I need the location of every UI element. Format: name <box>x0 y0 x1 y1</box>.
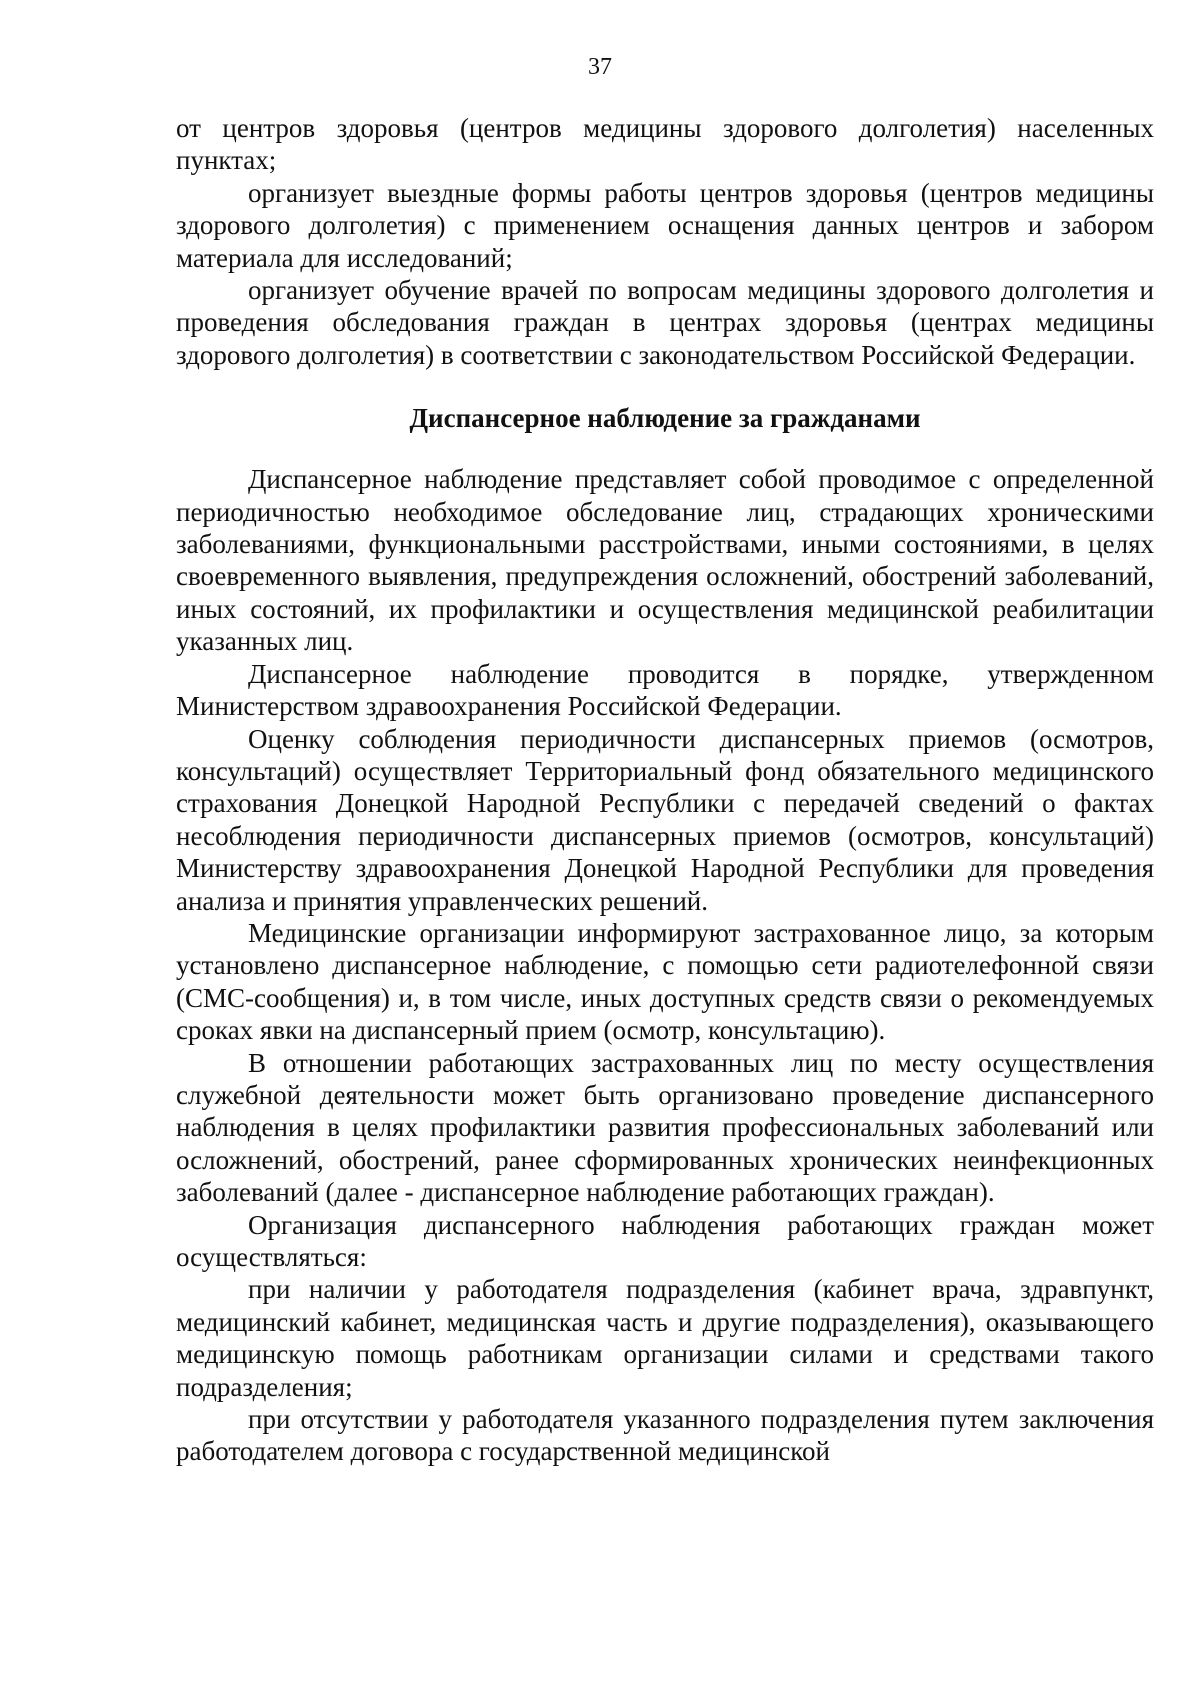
paragraph-body-4: Медицинские организации информируют застрахованное лицо, за которым установлено диспансерное наблюдение, с помощью сети радиотелефонной связи (СМС-сообщения) и, в том числе, иных доступных средств связи о рекомендуемых сроках явки на диспансерный прием (осмотр, консультацию). <box>176 917 1154 1046</box>
paragraph-body-3: Оценку соблюдения периодичности диспансерных приемов (осмотров, консультаций) осуществляет Территориальный фонд обязательного медицинского страхования Донецкой Народной Республики с передачей сведений о фактах несоблюдения периодичности диспансерных приемов (осмотров, консультаций) Министерству здравоохранения Донецкой Народной Республики для проведения анализа и принятия управленческих решений. <box>176 723 1154 916</box>
paragraph-body-5: В отношении работающих застрахованных лиц по месту осуществления служебной деятельности может быть организовано проведение диспансерного наблюдения в целях профилактики развития профессиональных заболеваний или осложнений, обострений, ранее сформированных хронических неинфекционных заболеваний (далее - диспансерное наблюдение работающих граждан). <box>176 1047 1154 1208</box>
paragraph-top-2: организует выездные формы работы центров здоровья (центров медицины здорового долголетия) с применением оснащения данных центров и забором материала для исследований; <box>176 177 1154 273</box>
paragraph-top-3: организует обучение врачей по вопросам медицины здорового долголетия и проведения обследования граждан в центрах здоровья (центрах медицины здорового долголетия) в соответствии с законодательством Российской Федерации. <box>176 275 1154 370</box>
page-number: 37 <box>588 54 612 80</box>
paragraph-body-8: при отсутствии у работодателя указанного подразделения путем заключения работодателем договора с государственной медицинской <box>176 1404 1154 1467</box>
paragraph-body-2: Диспансерное наблюдение проводится в порядке, утвержденном Министерством здравоохранения Российской Федерации. <box>176 658 1154 722</box>
paragraph-body-1: Диспансерное наблюдение представляет собой проводимое с определенной периодичностью необходимое обследование лиц, страдающих хроническими заболеваниями, функциональными расстройствами, иными состояниями, в целях своевременного выявления, предупреждения осложнений, обострений заболеваний, иных состояний, их профилактики и осуществления медицинской реабилитации указанных лиц. <box>176 464 1154 657</box>
document-body <box>176 112 1154 1468</box>
paragraph-top-1: от центров здоровья (центров медицины здорового долголетия) населенных пунктах; <box>176 113 1154 176</box>
paragraph-body-6: Организация диспансерного наблюдения работающих граждан может осуществляться: <box>176 1209 1154 1272</box>
section-heading: Диспансерное наблюдение за гражданами <box>409 403 921 434</box>
paragraph-body-7: при наличии у работодателя подразделения (кабинет врача, здравпункт, медицинский кабинет, медицинская часть и другие подразделения), оказывающего медицинскую помощь работникам организации силами и средствами такого подразделения; <box>176 1274 1154 1402</box>
